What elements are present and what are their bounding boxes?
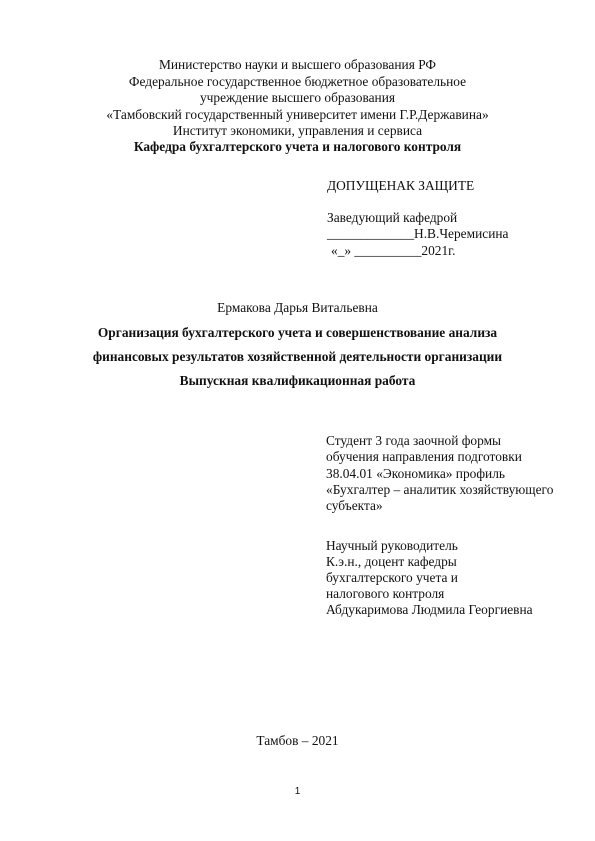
thesis-type: Выпускная квалификационная работа (179, 373, 416, 388)
thesis-title-line-2: финансовых результатов хозяйственной деятельности организации (92, 349, 503, 364)
approval-title: ДОПУЩЕНАК ЗАЩИТЕ (327, 178, 475, 193)
supervisor-line: Научный руководитель (326, 538, 458, 553)
student-line: субъекта» (326, 498, 383, 513)
student-line: обучения направления подготовки (326, 449, 522, 464)
student-line: 38.04.01 «Экономика» профиль (326, 466, 505, 481)
author-name: Ермакова Дарья Витальевна (217, 300, 378, 315)
department-name: Кафедра бухгалтерского учета и налогового контроля (133, 139, 462, 154)
university-name: «Тамбовский государственный университет имени Г.Р.Державина» (106, 107, 489, 122)
approval-signature: _____________Н.В.Черемисина (327, 226, 509, 241)
institute-name: Институт экономики, управления и сервиса (172, 123, 423, 138)
thesis-title-line-1: Организация бухгалтерского учета и совершенствование анализа (97, 325, 498, 340)
supervisor-line: бухгалтерского учета и (326, 570, 458, 585)
institution-type-line: Федеральное государственное бюджетное образовательное (128, 74, 467, 89)
student-line: Студент 3 года заочной формы (326, 433, 502, 448)
institution-type-line-2: учреждение высшего образования (199, 90, 396, 105)
supervisor-line: налогового контроля (326, 586, 445, 601)
ministry-line: Министерство науки и высшего образования РФ (158, 57, 437, 72)
student-line: «Бухгалтер – аналитик хозяйствующего (326, 482, 554, 497)
approval-head: Заведующий кафедрой (327, 210, 458, 225)
supervisor-line: К.э.н., доцент кафедры (326, 554, 457, 569)
city-year: Тамбов – 2021 (256, 733, 339, 748)
page-number: 1 (294, 786, 301, 797)
approval-date: «_» __________2021г. (331, 243, 456, 258)
supervisor-name: Абдукаримова Людмила Георгиевна (326, 602, 533, 617)
